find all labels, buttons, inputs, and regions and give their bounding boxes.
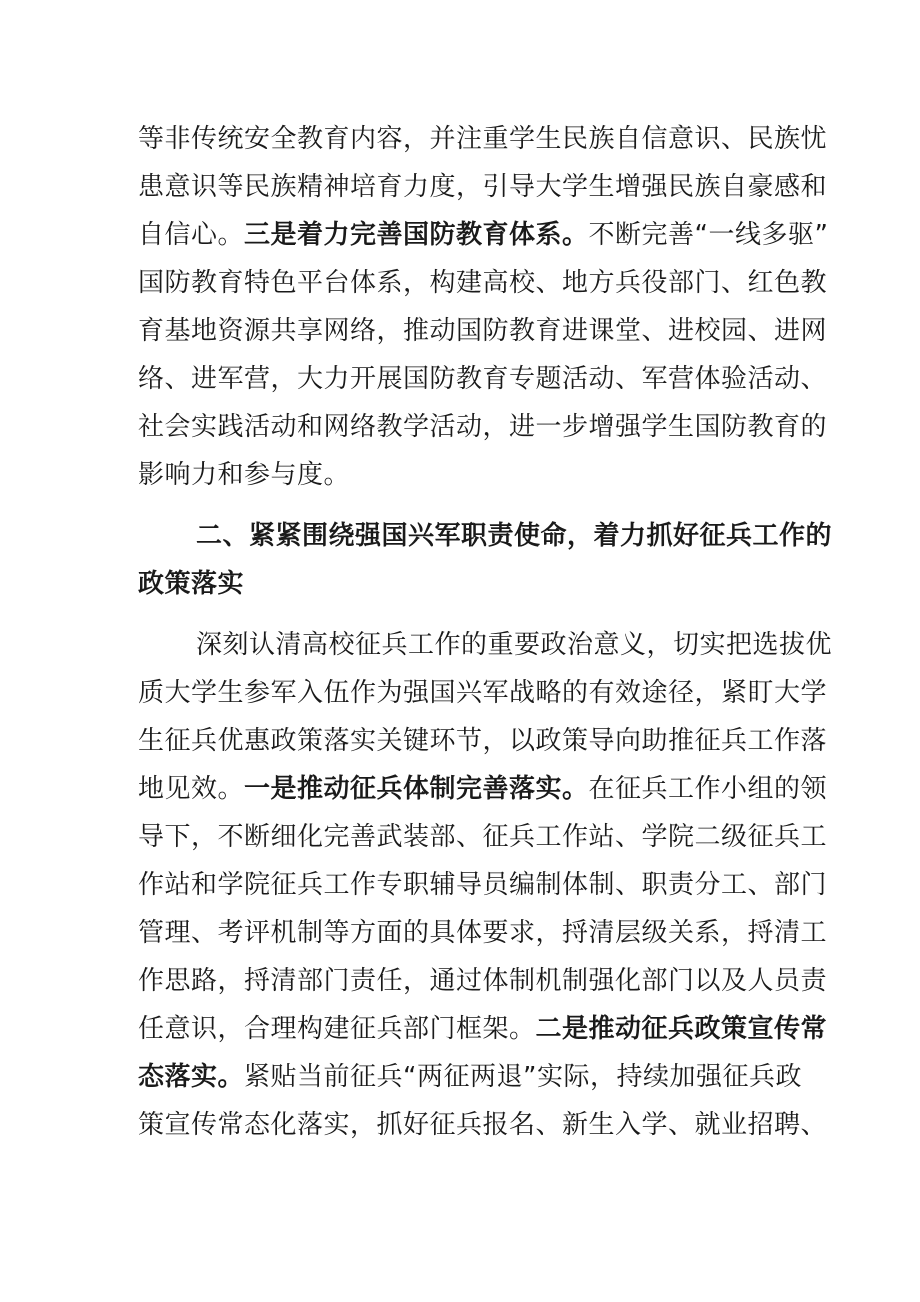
para1-line-7: 社会实践活动和网络教学活动，进一步增强学生国防教育的 xyxy=(138,412,828,442)
section-heading-line-1: 二、紧紧围绕强国兴军职责使命，着力抓好征兵工作的 xyxy=(196,521,833,551)
para2-line-1: 深刻认清高校征兵工作的重要政治意义，切实把选拔优 xyxy=(196,630,833,660)
para1-line-1: 等非传统安全教育内容，并注重学生民族自信意识、民族忧 xyxy=(138,124,828,154)
para1-line-3-end: 不断完善“一线多驱” xyxy=(588,220,829,250)
para2-line-10 xyxy=(138,1053,802,1101)
para2-line-6: 作站和学院征兵工作专职辅导员编制体制、职责分工、部门 xyxy=(138,870,828,900)
section-heading-line-2: 政策落实 xyxy=(138,569,245,599)
para2-line-3: 生征兵优惠政策落实关键环节，以政策导向助推征兵工作落 xyxy=(138,726,828,756)
para2-line-7: 管理、考评机制等方面的具体要求，捋清层级关系，捋清工 xyxy=(138,918,828,948)
para2-line-11: 策宣传常态化落实，抓好征兵报名、新生入学、就业招聘、 xyxy=(138,1110,828,1140)
emphasis-point-2: 二是推动征兵政策宣传常 xyxy=(535,1014,828,1044)
para2-line-4 xyxy=(138,765,828,813)
para2-line-4-end: 在征兵工作小组的领 xyxy=(588,774,828,804)
para2-line-8: 作思路，捋清部门责任，通过体制机制强化部门以及人员责 xyxy=(138,966,828,996)
para2-line-5: 导下，不断细化完善武装部、征兵工作站、学院二级征兵工 xyxy=(138,822,828,852)
para2-line-2: 质大学生参军入伍作为强国兴军战略的有效途径，紧盯大学 xyxy=(138,678,828,708)
para1-line-8: 影响力和参与度。 xyxy=(138,460,351,490)
emphasis-point-3: 三是着力完善国防教育体系。 xyxy=(244,220,589,250)
para1-line-3-start: 自信心。 xyxy=(138,220,245,250)
para1-line-3 xyxy=(138,211,829,259)
emphasis-point-1: 一是推动征兵体制完善落实。 xyxy=(244,774,589,804)
para2-line-9-start: 任意识，合理构建征兵部门框架。 xyxy=(138,1014,536,1044)
emphasis-point-2-end: 态落实。 xyxy=(138,1062,245,1092)
para2-line-4-start: 地见效。 xyxy=(138,774,245,804)
para1-line-4: 国防教育特色平台体系，构建高校、地方兵役部门、红色教 xyxy=(138,268,828,298)
para2-line-10-end: 紧贴当前征兵“两征两退”实际，持续加强征兵政 xyxy=(244,1062,802,1092)
para1-line-5: 育基地资源共享网络，推动国防教育进课堂、进校园、进网 xyxy=(138,316,828,346)
para1-line-2: 患意识等民族精神培育力度，引导大学生增强民族自豪感和 xyxy=(138,172,828,202)
para2-line-9 xyxy=(138,1005,828,1053)
para1-line-6: 络、进军营，大力开展国防教育专题活动、军营体验活动、 xyxy=(138,364,828,394)
